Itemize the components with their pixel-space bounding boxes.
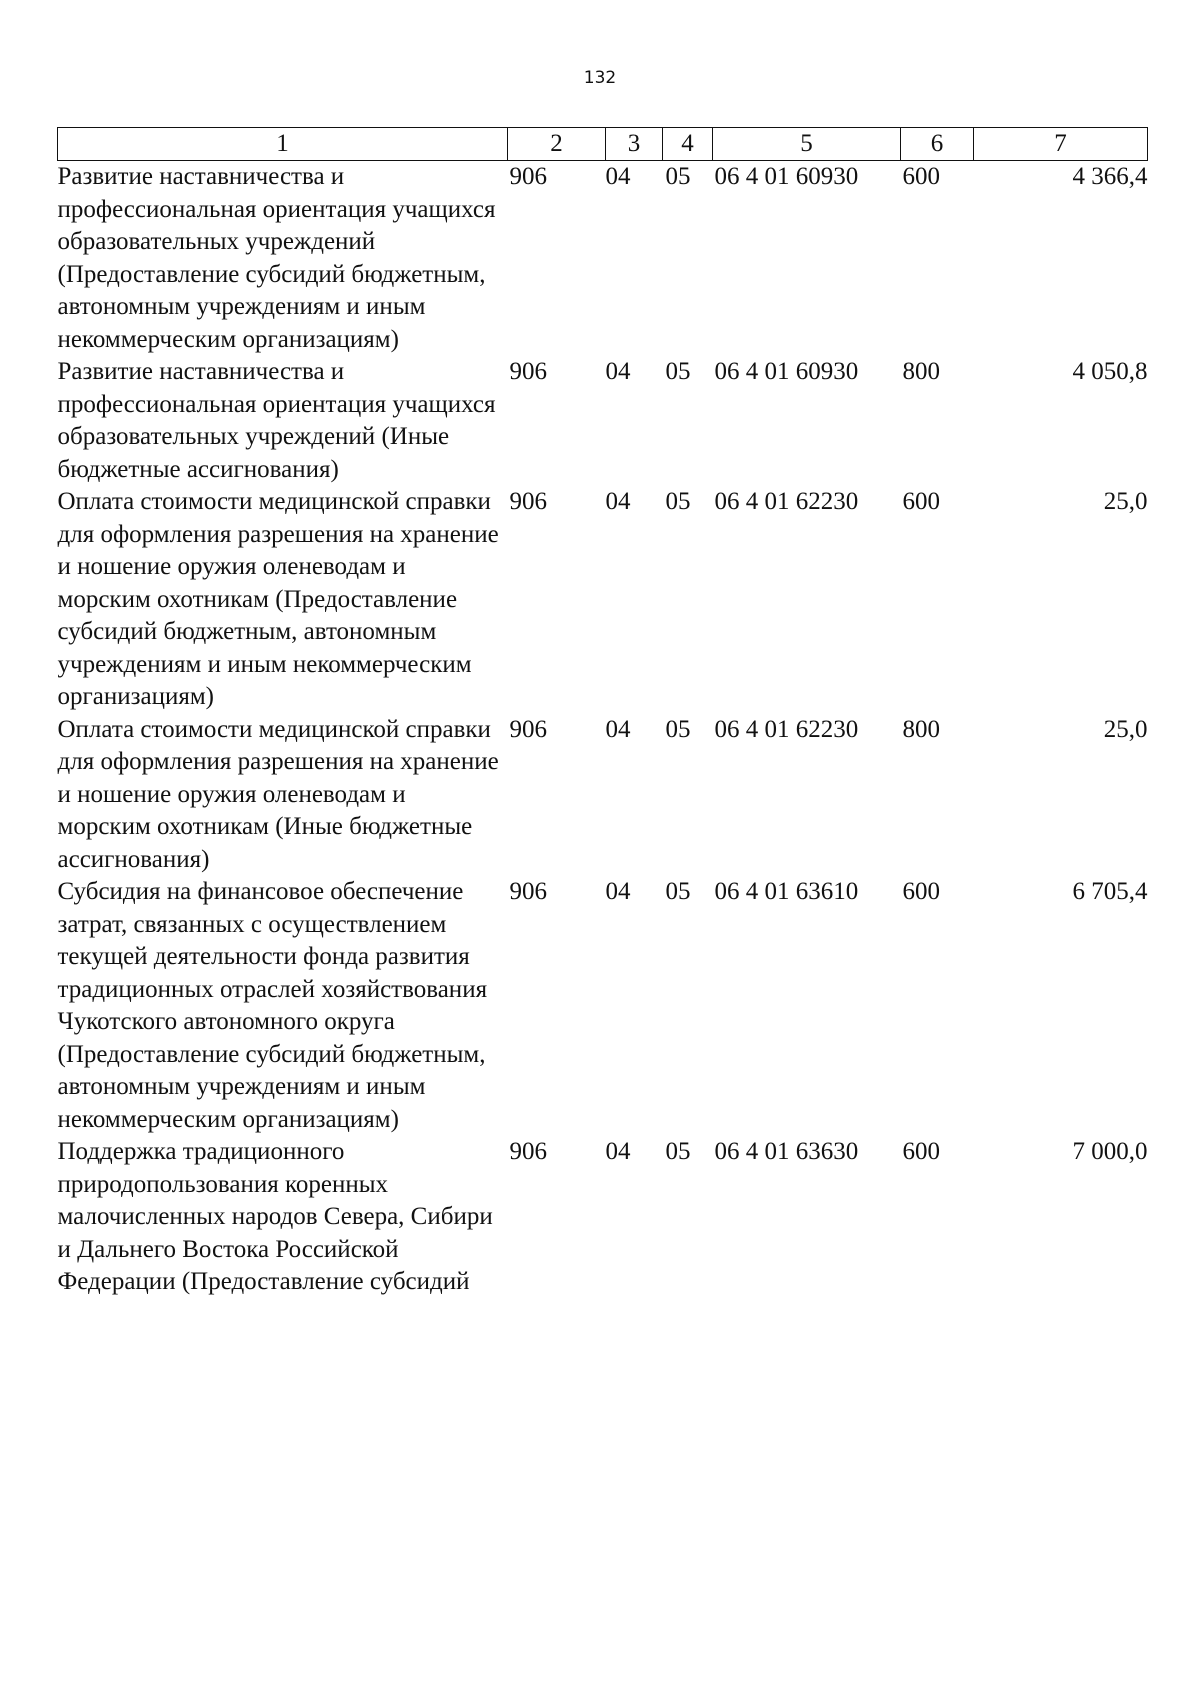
header-col-7: 7 xyxy=(974,128,1148,161)
row-col-7: 4 050,8 xyxy=(1072,358,1148,385)
row-col-3: 04 xyxy=(605,163,631,190)
row-col-5: 06 4 01 62230 xyxy=(714,715,859,743)
row-col-7: 7 000,0 xyxy=(1072,1138,1148,1165)
page-number: 132 xyxy=(583,68,617,88)
row-col-6: 800 xyxy=(902,358,940,385)
header-col-5: 5 xyxy=(713,128,901,161)
table-row xyxy=(58,161,1148,357)
table-row xyxy=(58,486,1148,714)
row-col-2: 906 xyxy=(509,1138,547,1165)
row-col-6: 600 xyxy=(902,163,940,190)
row-col-3: 04 xyxy=(605,878,631,905)
row-col-4: 05 xyxy=(665,358,691,385)
row-col-7: 25,0 xyxy=(1103,488,1148,515)
table-row xyxy=(58,876,1148,1136)
row-col-3: 04 xyxy=(605,715,631,743)
row-col-6: 600 xyxy=(902,488,940,515)
row-col-3: 04 xyxy=(605,1138,631,1165)
table-header xyxy=(58,128,1148,161)
row-col-2: 906 xyxy=(509,878,547,905)
row-description: Поддержка традиционного природопользования коренных малочисленных народов Севера, Сибири и Дальнего Востока Российской Федерации (Предоставление субсидий xyxy=(57,1138,493,1295)
budget-table-container xyxy=(57,127,1147,1299)
row-description: Оплата стоимости медицинской справки для оформления разрешения на хранение и ношение оружия оленеводам и морским охотникам (Предоставление субсидий бюджетным, автономным учреждениям и иным некоммерческим организациям) xyxy=(57,488,499,710)
row-col-3: 04 xyxy=(605,488,631,515)
row-col-5: 06 4 01 62230 xyxy=(714,488,859,515)
table-row xyxy=(58,714,1148,877)
table-row xyxy=(58,1136,1148,1299)
row-col-7: 6 705,4 xyxy=(1072,878,1148,905)
row-col-6: 800 xyxy=(902,715,940,743)
row-col-5: 06 4 01 60930 xyxy=(714,358,859,385)
table-body xyxy=(58,161,1148,1299)
header-col-4: 4 xyxy=(663,128,713,161)
row-col-6: 600 xyxy=(902,878,940,905)
row-col-4: 05 xyxy=(665,163,691,190)
table-row xyxy=(58,356,1148,486)
budget-table xyxy=(57,127,1148,1299)
row-col-3: 04 xyxy=(605,358,631,385)
row-col-4: 05 xyxy=(665,715,691,743)
row-col-4: 05 xyxy=(665,1138,691,1165)
row-col-2: 906 xyxy=(509,358,547,385)
row-col-7: 4 366,4 xyxy=(1072,163,1148,190)
row-col-2: 906 xyxy=(509,163,547,190)
row-col-5: 06 4 01 63610 xyxy=(714,878,859,905)
header-col-6: 6 xyxy=(901,128,974,161)
row-col-6: 600 xyxy=(902,1138,940,1165)
row-description: Развитие наставничества и профессиональная ориентация учащихся образовательных учреждений (Иные бюджетные ассигнования) xyxy=(57,358,496,483)
row-description: Субсидия на финансовое обеспечение затрат, связанных с осуществлением текущей деятельности фонда развития традиционных отраслей хозяйствования Чукотского автономного округа (Предоставление субсидий бюджетным, автономным учреждениям и иным некоммерческим организациям) xyxy=(57,878,488,1133)
header-col-3: 3 xyxy=(606,128,663,161)
header-col-2: 2 xyxy=(508,128,606,161)
row-col-4: 05 xyxy=(665,488,691,515)
row-col-4: 05 xyxy=(665,878,691,905)
row-col-7: 25,0 xyxy=(1103,715,1148,743)
header-col-1: 1 xyxy=(58,128,508,161)
row-description: Развитие наставничества и профессиональная ориентация учащихся образовательных учреждений (Предоставление субсидий бюджетным, автономным учреждениям и иным некоммерческим организациям) xyxy=(57,163,496,353)
row-col-2: 906 xyxy=(509,488,547,515)
row-col-5: 06 4 01 63630 xyxy=(714,1138,859,1165)
row-description: Оплата стоимости медицинской справки для оформления разрешения на хранение и ношение оружия оленеводам и морским охотникам (Иные бюджетные ассигнования) xyxy=(57,715,499,873)
header-row xyxy=(58,128,1148,161)
row-col-5: 06 4 01 60930 xyxy=(714,163,859,190)
row-col-2: 906 xyxy=(509,715,547,743)
